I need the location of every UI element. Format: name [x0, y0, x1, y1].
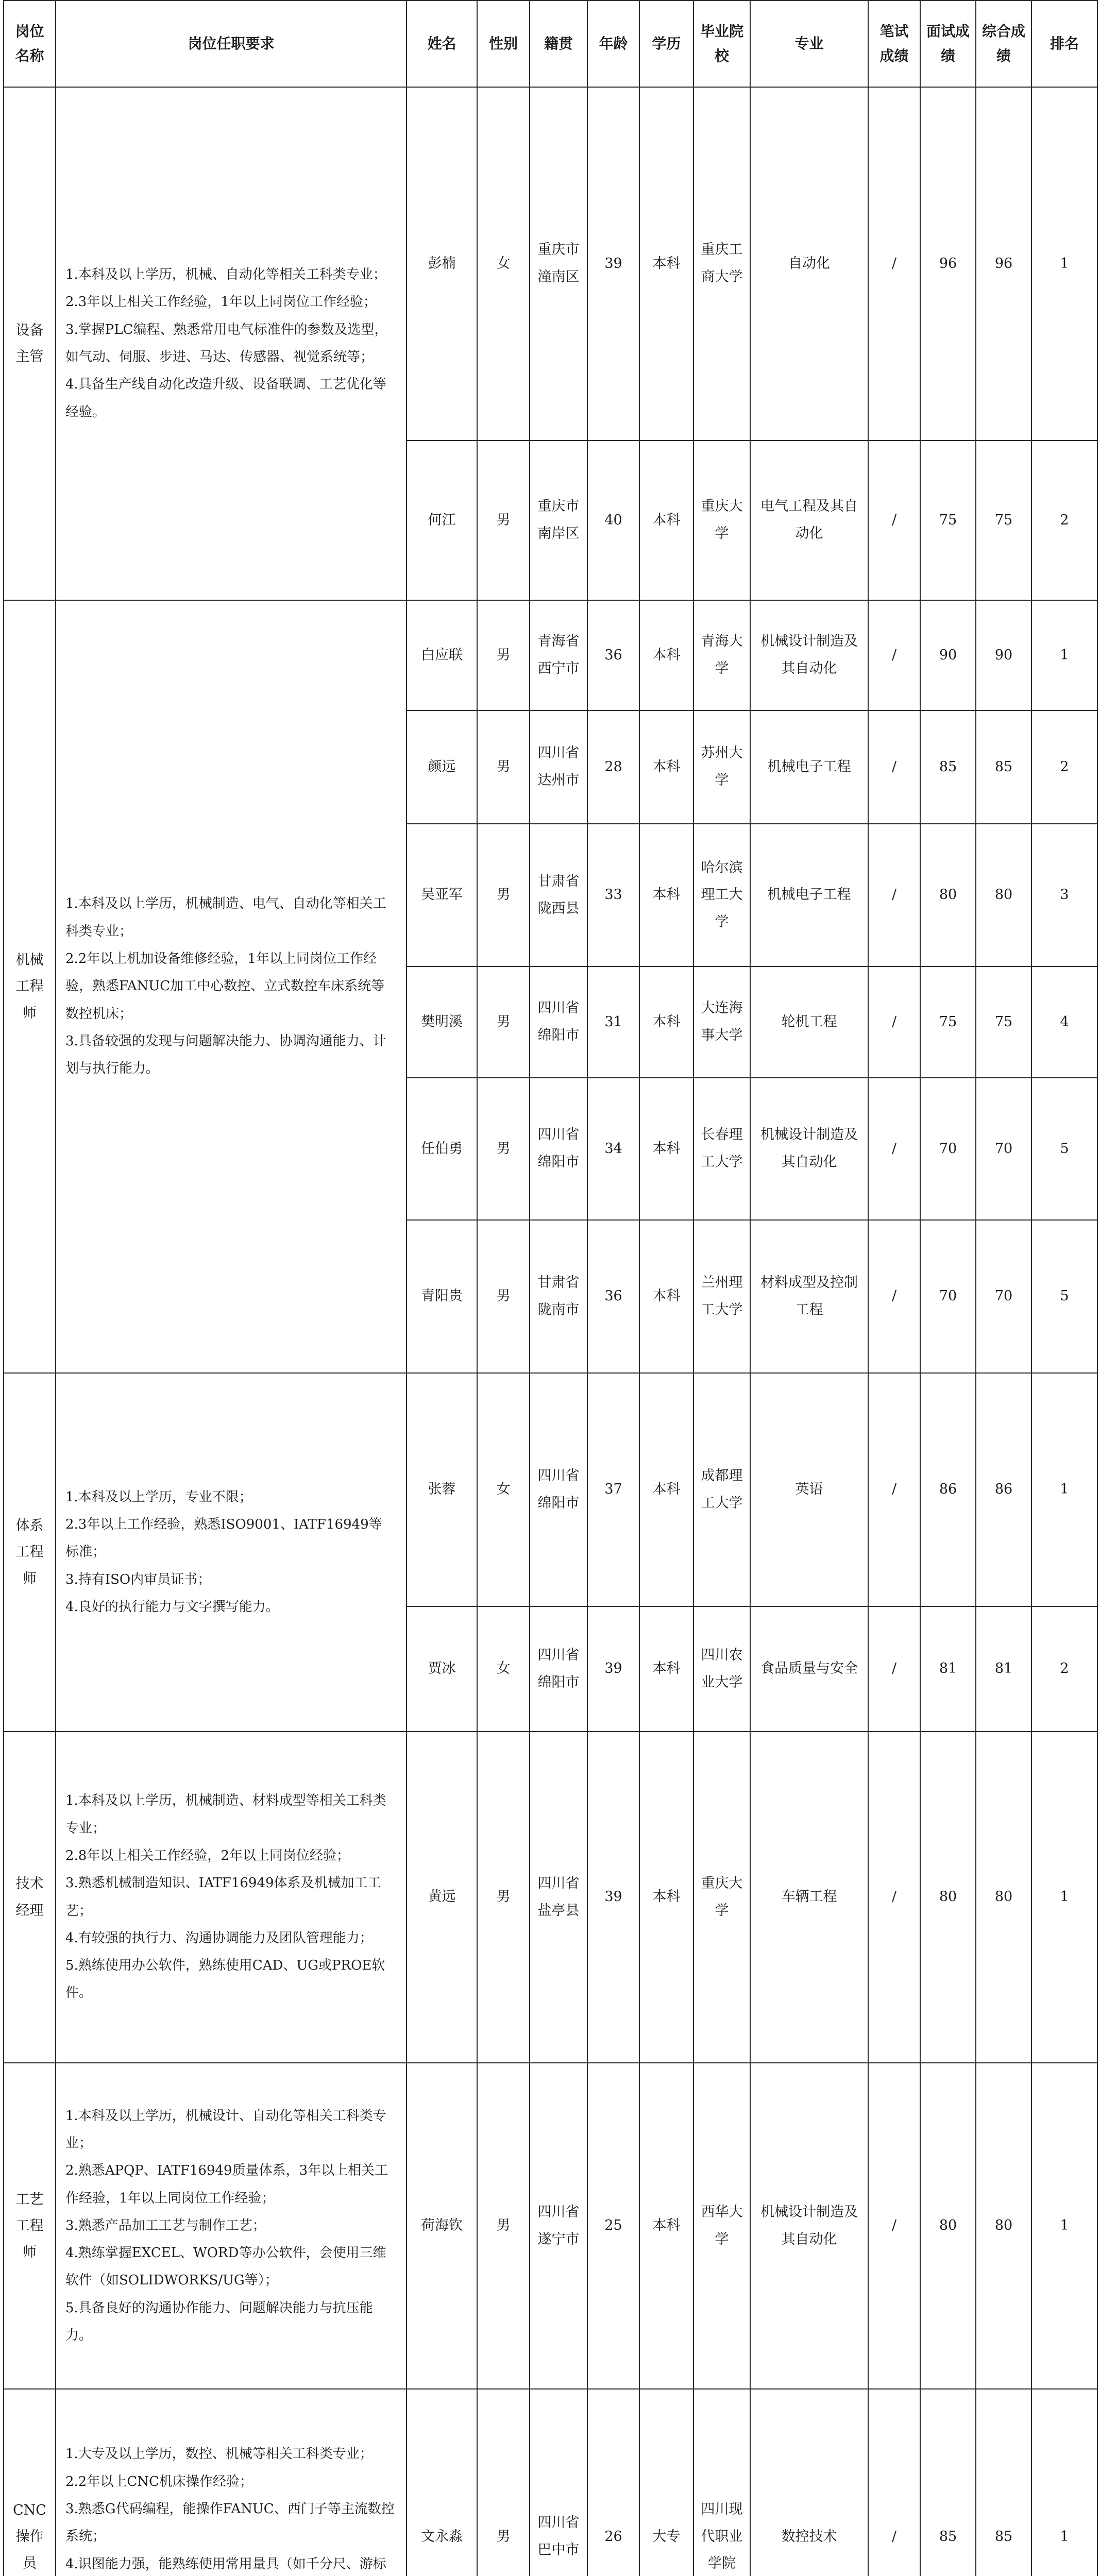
requirements-cell — [56, 1373, 407, 1732]
education-cell: 大专 — [639, 2389, 693, 2576]
age-cell: 31 — [587, 967, 639, 1078]
written-score-cell: / — [868, 1078, 920, 1220]
requirement-line: 1.本科及以上学历，机械、自动化等相关工科类专业； — [65, 267, 386, 283]
native-cell: 四川省绵阳市 — [530, 1078, 587, 1220]
position-cell: 设备主管 — [4, 87, 56, 600]
requirement-line: 2.2年以上机加设备维修经验，1年以上同岗位工作经验，熟悉FANUC加工中心数控、立式数控车床系统等数控机床； — [65, 951, 385, 1022]
gender-cell: 男 — [477, 2063, 530, 2389]
school-cell: 四川现代职业学院 — [693, 2389, 750, 2576]
header-position: 岗位名称 — [4, 1, 56, 87]
school-cell: 成都理工大学 — [693, 1373, 750, 1606]
education-cell: 本科 — [639, 1606, 693, 1732]
major-cell: 机械电子工程 — [750, 824, 868, 967]
education-cell: 本科 — [639, 710, 693, 824]
rank-cell: 1 — [1031, 87, 1097, 440]
major-cell: 轮机工程 — [750, 967, 868, 1078]
school-cell: 大连海事大学 — [693, 967, 750, 1078]
education-cell: 本科 — [639, 1732, 693, 2063]
age-cell: 26 — [587, 2389, 639, 2576]
rank-cell: 3 — [1031, 824, 1097, 967]
header-row — [4, 1, 1097, 87]
total-score-cell: 85 — [976, 710, 1031, 824]
major-cell: 机械设计制造及其自动化 — [750, 600, 868, 710]
major-cell: 英语 — [750, 1373, 868, 1606]
requirement-line: 3.熟悉G代码编程，能操作FANUC、西门子等主流数控系统； — [65, 2501, 395, 2545]
school-cell: 四川农业大学 — [693, 1606, 750, 1732]
requirement-line: 2.8年以上相关工作经验，2年以上同岗位经验； — [65, 1848, 350, 1863]
written-score-cell: / — [868, 87, 920, 440]
requirements-cell — [56, 2063, 407, 2389]
name-cell: 荷海钦 — [407, 2063, 477, 2389]
header-age: 年龄 — [587, 1, 639, 87]
major-cell: 材料成型及控制工程 — [750, 1220, 868, 1373]
native-cell: 甘肃省陇南市 — [530, 1220, 587, 1373]
header-requirements: 岗位任职要求 — [56, 1, 407, 87]
requirements-cell — [56, 2389, 407, 2576]
education-cell: 本科 — [639, 967, 693, 1078]
header-total: 综合成绩 — [976, 1, 1031, 87]
name-cell: 张蓉 — [407, 1373, 477, 1606]
requirements-cell — [56, 600, 407, 1373]
native-cell: 四川省达州市 — [530, 710, 587, 824]
rank-cell: 1 — [1031, 2389, 1097, 2576]
rank-cell: 1 — [1031, 1732, 1097, 2063]
header-written: 笔试成绩 — [868, 1, 920, 87]
table-row — [4, 2389, 1097, 2576]
school-cell: 重庆大学 — [693, 1732, 750, 2063]
written-score-cell: / — [868, 710, 920, 824]
gender-cell: 男 — [477, 600, 530, 710]
total-score-cell: 70 — [976, 1078, 1031, 1220]
table-row — [4, 1732, 1097, 2063]
education-cell: 本科 — [639, 2063, 693, 2389]
interview-score-cell: 80 — [920, 2063, 976, 2389]
gender-cell: 男 — [477, 967, 530, 1078]
gender-cell: 男 — [477, 1732, 530, 2063]
written-score-cell: / — [868, 1606, 920, 1732]
native-cell: 四川省巴中市 — [530, 2389, 587, 2576]
school-cell: 兰州理工大学 — [693, 1220, 750, 1373]
school-cell: 长春理工大学 — [693, 1078, 750, 1220]
table-row — [4, 87, 1097, 440]
requirement-line: 5.具备良好的沟通协作能力、问题解决能力与抗压能力。 — [65, 2300, 373, 2344]
name-cell: 樊明溪 — [407, 967, 477, 1078]
rank-cell: 2 — [1031, 1606, 1097, 1732]
requirement-line: 2.2年以上CNC机床操作经验； — [65, 2473, 253, 2489]
requirement-line: 1.本科及以上学历，机械制造、材料成型等相关工科类专业； — [65, 1793, 386, 1836]
major-cell: 电气工程及其自动化 — [750, 440, 868, 600]
native-cell: 甘肃省陇西县 — [530, 824, 587, 967]
gender-cell: 男 — [477, 1220, 530, 1373]
interview-score-cell: 81 — [920, 1606, 976, 1732]
written-score-cell: / — [868, 2389, 920, 2576]
requirement-line: 2.3年以上相关工作经验，1年以上同岗位工作经验； — [65, 294, 377, 310]
total-score-cell: 80 — [976, 824, 1031, 967]
header-education: 学历 — [639, 1, 693, 87]
requirement-line: 4.熟练掌握EXCEL、WORD等办公软件，会使用三维软件（如SOLIDWORKS/UG等）； — [65, 2245, 386, 2289]
name-cell: 青阳贵 — [407, 1220, 477, 1373]
native-cell: 四川省遂宁市 — [530, 2063, 587, 2389]
gender-cell: 男 — [477, 710, 530, 824]
written-score-cell: / — [868, 1732, 920, 2063]
interview-score-cell: 85 — [920, 710, 976, 824]
total-score-cell: 80 — [976, 2063, 1031, 2389]
requirement-line: 4.良好的执行能力与文字撰写能力。 — [65, 1599, 279, 1615]
native-cell: 青海省西宁市 — [530, 600, 587, 710]
education-cell: 本科 — [639, 1373, 693, 1606]
table-row — [4, 600, 1097, 710]
rank-cell: 1 — [1031, 1373, 1097, 1606]
major-cell: 机械设计制造及其自动化 — [750, 1078, 868, 1220]
written-score-cell: / — [868, 600, 920, 710]
name-cell: 颜远 — [407, 710, 477, 824]
requirement-line: 5.熟练使用办公软件，熟练使用CAD、UG或PROE软件。 — [65, 1958, 385, 2001]
total-score-cell: 75 — [976, 440, 1031, 600]
requirement-line: 4.识图能力强，能熟练使用常用量具（如千分尺、游标 — [65, 2556, 386, 2572]
rank-cell: 2 — [1031, 440, 1097, 600]
interview-score-cell: 80 — [920, 1732, 976, 2063]
written-score-cell: / — [868, 967, 920, 1078]
header-rank: 排名 — [1031, 1, 1097, 87]
age-cell: 37 — [587, 1373, 639, 1606]
major-cell: 食品质量与安全 — [750, 1606, 868, 1732]
requirement-line: 3.熟悉产品加工工艺与制作工艺； — [65, 2217, 266, 2233]
total-score-cell: 86 — [976, 1373, 1031, 1606]
requirements-cell — [56, 87, 407, 600]
requirement-line: 4.具备生产线自动化改造升级、设备联调、工艺优化等经验。 — [65, 377, 386, 420]
age-cell: 39 — [587, 87, 639, 440]
written-score-cell: / — [868, 2063, 920, 2389]
gender-cell: 男 — [477, 1078, 530, 1220]
total-score-cell: 80 — [976, 1732, 1031, 2063]
gender-cell: 女 — [477, 1373, 530, 1606]
major-cell: 车辆工程 — [750, 1732, 868, 2063]
position-cell: 工艺工程师 — [4, 2063, 56, 2389]
age-cell: 34 — [587, 1078, 639, 1220]
school-cell: 苏州大学 — [693, 710, 750, 824]
position-cell: 机械工程师 — [4, 600, 56, 1373]
name-cell: 彭楠 — [407, 87, 477, 440]
school-cell: 青海大学 — [693, 600, 750, 710]
name-cell: 白应联 — [407, 600, 477, 710]
requirement-line: 1.本科及以上学历，机械设计、自动化等相关工科类专业； — [65, 2108, 386, 2151]
age-cell: 28 — [587, 710, 639, 824]
table-row — [4, 1373, 1097, 1606]
position-cell: 技术经理 — [4, 1732, 56, 2063]
name-cell: 文永淼 — [407, 2389, 477, 2576]
recruitment-results-table — [3, 0, 1098, 2576]
rank-cell: 1 — [1031, 600, 1097, 710]
total-score-cell: 81 — [976, 1606, 1031, 1732]
header-native: 籍贯 — [530, 1, 587, 87]
education-cell: 本科 — [639, 1220, 693, 1373]
written-score-cell: / — [868, 440, 920, 600]
total-score-cell: 75 — [976, 967, 1031, 1078]
native-cell: 四川省绵阳市 — [530, 1373, 587, 1606]
header-gender: 性别 — [477, 1, 530, 87]
gender-cell: 男 — [477, 824, 530, 967]
rank-cell: 5 — [1031, 1220, 1097, 1373]
table-row — [4, 2063, 1097, 2389]
header-interview: 面试成绩 — [920, 1, 976, 87]
school-cell: 哈尔滨理工大学 — [693, 824, 750, 967]
school-cell: 西华大学 — [693, 2063, 750, 2389]
total-score-cell: 85 — [976, 2389, 1031, 2576]
requirement-line: 1.本科及以上学历，专业不限； — [65, 1489, 252, 1505]
requirements-cell — [56, 1732, 407, 2063]
age-cell: 33 — [587, 824, 639, 967]
requirement-line: 3.熟悉机械制造知识、IATF16949体系及机械加工工艺； — [65, 1875, 381, 1919]
rank-cell: 2 — [1031, 710, 1097, 824]
requirement-line: 2.3年以上工作经验，熟悉ISO9001、IATF16949等标准； — [65, 1517, 382, 1560]
requirement-line: 1.大专及以上学历，数控、机械等相关工科类专业； — [65, 2446, 373, 2462]
rank-cell: 4 — [1031, 967, 1097, 1078]
interview-score-cell: 85 — [920, 2389, 976, 2576]
requirement-line: 2.熟悉APQP、IATF16949质量体系，3年以上相关工作经验，1年以上同岗位工作经验； — [65, 2163, 388, 2206]
interview-score-cell: 80 — [920, 824, 976, 967]
written-score-cell: / — [868, 824, 920, 967]
education-cell: 本科 — [639, 440, 693, 600]
interview-score-cell: 70 — [920, 1220, 976, 1373]
age-cell: 36 — [587, 600, 639, 710]
requirement-line: 4.有较强的执行力、沟通协调能力及团队管理能力； — [65, 1930, 373, 1946]
gender-cell: 女 — [477, 87, 530, 440]
native-cell: 四川省绵阳市 — [530, 967, 587, 1078]
school-cell: 重庆大学 — [693, 440, 750, 600]
total-score-cell: 90 — [976, 600, 1031, 710]
name-cell: 何江 — [407, 440, 477, 600]
header-major: 专业 — [750, 1, 868, 87]
major-cell: 机械设计制造及其自动化 — [750, 2063, 868, 2389]
gender-cell: 男 — [477, 2389, 530, 2576]
education-cell: 本科 — [639, 600, 693, 710]
requirement-line: 3.掌握PLC编程、熟悉常用电气标准件的参数及选型，如气动、伺服、步进、马达、传感器、视觉系统等； — [65, 321, 388, 365]
native-cell: 重庆市南岸区 — [530, 440, 587, 600]
major-cell: 自动化 — [750, 87, 868, 440]
interview-score-cell: 75 — [920, 440, 976, 600]
written-score-cell: / — [868, 1220, 920, 1373]
education-cell: 本科 — [639, 824, 693, 967]
age-cell: 40 — [587, 440, 639, 600]
age-cell: 25 — [587, 2063, 639, 2389]
native-cell: 四川省盐亭县 — [530, 1732, 587, 2063]
position-cell: 体系工程师 — [4, 1373, 56, 1732]
written-score-cell: / — [868, 1373, 920, 1606]
native-cell: 重庆市潼南区 — [530, 87, 587, 440]
header-school: 毕业院校 — [693, 1, 750, 87]
requirement-line: 3.具备较强的发现与问题解决能力、协调沟通能力、计划与执行能力。 — [65, 1033, 386, 1077]
requirement-line: 3.持有ISO内审员证书； — [65, 1571, 211, 1587]
major-cell: 数控技术 — [750, 2389, 868, 2576]
name-cell: 吴亚军 — [407, 824, 477, 967]
requirement-line: 1.本科及以上学历，机械制造、电气、自动化等相关工科类专业； — [65, 896, 386, 939]
age-cell: 39 — [587, 1606, 639, 1732]
name-cell: 贾冰 — [407, 1606, 477, 1732]
native-cell: 四川省绵阳市 — [530, 1606, 587, 1732]
name-cell: 黄远 — [407, 1732, 477, 2063]
age-cell: 39 — [587, 1732, 639, 2063]
gender-cell: 女 — [477, 1606, 530, 1732]
total-score-cell: 70 — [976, 1220, 1031, 1373]
interview-score-cell: 75 — [920, 967, 976, 1078]
interview-score-cell: 70 — [920, 1078, 976, 1220]
education-cell: 本科 — [639, 1078, 693, 1220]
interview-score-cell: 86 — [920, 1373, 976, 1606]
school-cell: 重庆工商大学 — [693, 87, 750, 440]
name-cell: 任伯勇 — [407, 1078, 477, 1220]
age-cell: 36 — [587, 1220, 639, 1373]
interview-score-cell: 96 — [920, 87, 976, 440]
header-name: 姓名 — [407, 1, 477, 87]
major-cell: 机械电子工程 — [750, 710, 868, 824]
rank-cell: 1 — [1031, 2063, 1097, 2389]
total-score-cell: 96 — [976, 87, 1031, 440]
gender-cell: 男 — [477, 440, 530, 600]
position-cell: CNC操作员 — [4, 2389, 56, 2576]
rank-cell: 5 — [1031, 1078, 1097, 1220]
education-cell: 本科 — [639, 87, 693, 440]
interview-score-cell: 90 — [920, 600, 976, 710]
